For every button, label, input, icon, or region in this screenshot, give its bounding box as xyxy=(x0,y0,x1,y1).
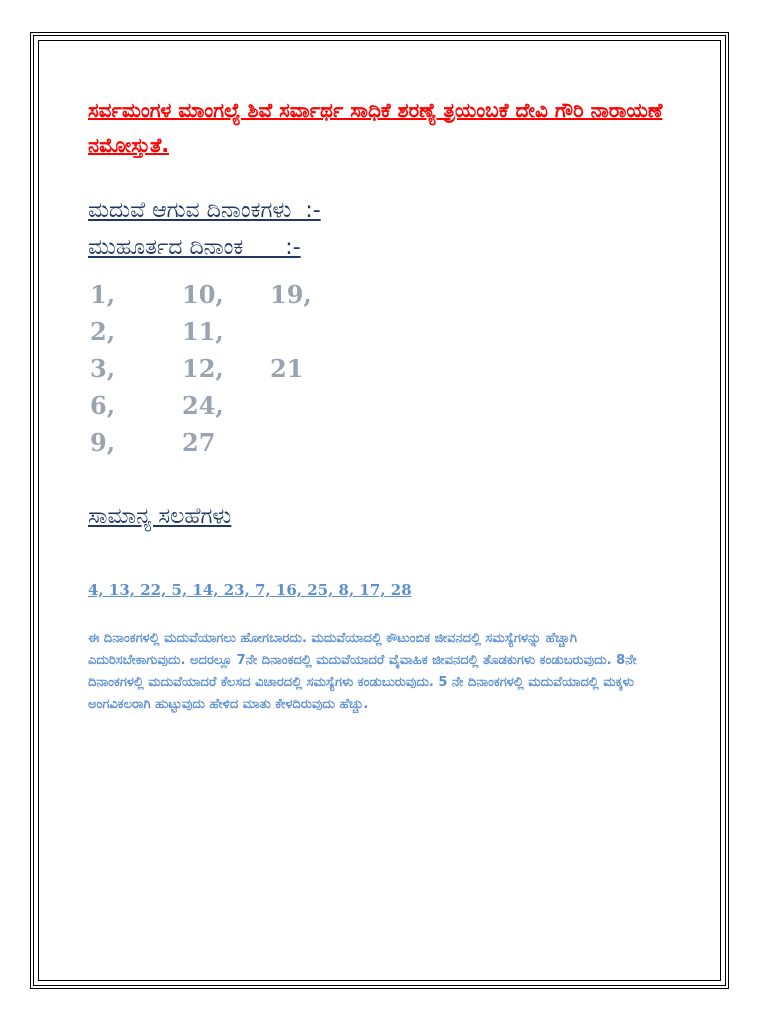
number-cell: 12, xyxy=(182,354,224,383)
number-cell: 21 xyxy=(270,354,304,383)
number-cell: 3, xyxy=(90,354,116,383)
prayer-text: ಸರ್ವಮಂಗಳ ಮಾಂಗಲ್ಯೆ ಶಿವೆ ಸರ್ವಾರ್ಥ ಸಾಧಿಕೆ ಶರಣ್ಯೆ ತ್ರಯಂಬಕೆ ದೇವಿ ಗೌರಿ ನಾರಾಯಣೆ ನಮೋಸ್ತುತೆ. xyxy=(88,98,663,157)
advice-paragraph: ಈ ದಿನಾಂಕಗಳಲ್ಲಿ ಮದುವೆಯಾಗಲು ಹೋಗಬಾರದು. ಮದುವೆಯಾದಲ್ಲಿ ಕೌಟುಂಬಿಕ ಜೀವನದಲ್ಲಿ ಸಮಸ್ಯೆಗಳನ್ನು ಹೆಚ್ಚಾಗಿ ಎದುರಿಸಬೇಕಾಗುವುದು. ಅದರಲ್ಲೂ 7ನೇ ದಿನಾಂಕದಲ್ಲಿ ಮದುವೆಯಾದರೆ ವೈವಾಹಿಕ ಜೀವನದಲ್ಲಿ ತೊಡಕುಗಳು ಕಂಡುಬರುವುದು. 8ನೇ ದಿನಾಂಕಗಳಲ್ಲಿ ಮದುವೆಯಾದರೆ ಕೆಲಸದ ವಿಚಾರದಲ್ಲಿ ಸಮಸ್ಯೆಗಳು ಕಂಡುಬುರುವುದು. 5 ನೇ ದಿನಾಂಕಗಳಲ್ಲಿ ಮದುವೆಯಾದಲ್ಲಿ ಮಕ್ಕಳು ಅಂಗವಿಕಲರಾಗಿ ಹುಟ್ಟುವುದು ಹೇಳಿದ ಮಾತು ಕೇಳದಿರುವುದು ಹೆಚ್ಚು. xyxy=(88,631,637,712)
number-cell: 24, xyxy=(182,391,224,420)
number-cell: 9, xyxy=(90,428,116,457)
number-cell: 6, xyxy=(90,391,116,420)
number-cell: 11, xyxy=(182,317,224,346)
general-advice-heading: ಸಾಮಾನ್ಯ ಸಲಹೆಗಳು xyxy=(88,504,232,529)
number-cell: 1, xyxy=(90,280,116,309)
muhurta-date-heading: ಮುಹೂರ್ತದ ದಿನಾಂಕ :- xyxy=(88,235,301,260)
number-cell: 2, xyxy=(90,317,116,346)
avoid-date-list: 4, 13, 22, 5, 14, 23, 7, 16, 25, 8, 17, 28 xyxy=(88,581,412,599)
number-cell: 10, xyxy=(182,280,224,309)
number-cell: 27 xyxy=(182,428,216,457)
number-cell: 19, xyxy=(270,280,312,309)
marriage-dates-heading: ಮದುವೆ ಆಗುವ ದಿನಾಂಕಗಳು :- xyxy=(88,198,321,223)
